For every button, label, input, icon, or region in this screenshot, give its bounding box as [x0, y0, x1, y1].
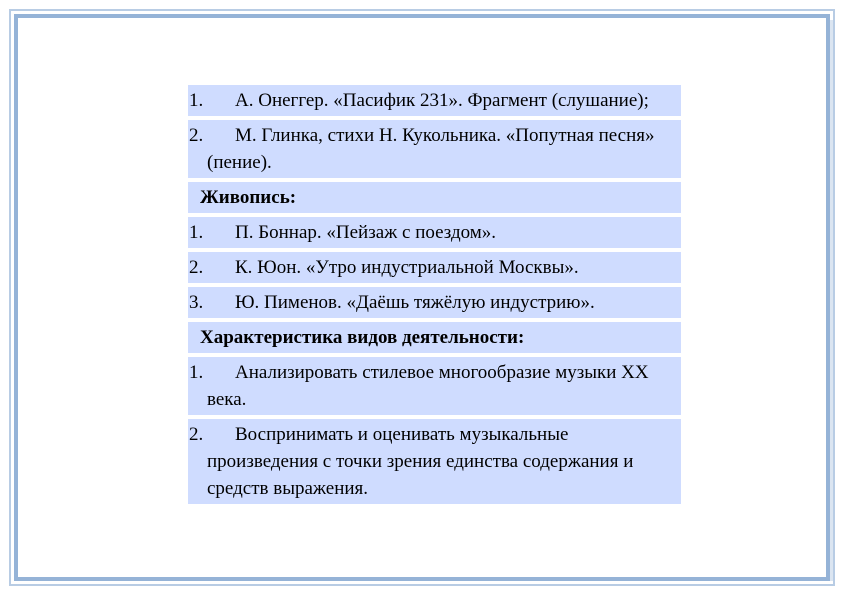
list-item-text: П. Боннар. «Пейзаж с поездом».	[235, 222, 497, 243]
list-number: 3.	[189, 292, 204, 313]
list-item	[188, 419, 681, 504]
list-number: 1.	[189, 362, 204, 383]
list-item-text: Ю. Пименов. «Даёшь тяжёлую индустрию».	[235, 292, 595, 313]
list-item	[188, 217, 681, 248]
list-number: 2.	[189, 424, 204, 445]
list-item-text: А. Онеггер. «Пасифик 231». Фрагмент (слушание);	[235, 90, 649, 111]
list-item-text: К. Юон. «Утро индустриальной Москвы».	[235, 257, 579, 278]
list-item	[188, 357, 681, 415]
frame-shadow-right	[830, 20, 834, 581]
slide-content	[188, 85, 681, 508]
list-item-text: М. Глинка, стихи Н. Кукольника. «Попутная песня» (пение).	[207, 125, 655, 173]
section-heading-activities	[188, 322, 681, 353]
list-item-text: Анализировать стилевое многообразие музыки XX века.	[207, 362, 649, 410]
heading-text: Характеристика видов деятельности:	[200, 327, 525, 348]
list-item-text: Воспринимать и оценивать музыкальные произведения с точки зрения единства содержания и средств выражения.	[207, 424, 634, 499]
list-number: 2.	[189, 125, 204, 146]
list-item	[188, 120, 681, 178]
heading-text: Живопись:	[200, 187, 297, 208]
section-heading-painting	[188, 182, 681, 213]
list-item	[188, 252, 681, 283]
list-item	[188, 85, 681, 116]
list-number: 2.	[189, 257, 204, 278]
list-item	[188, 287, 681, 318]
list-number: 1.	[189, 90, 204, 111]
list-number: 1.	[189, 222, 204, 243]
